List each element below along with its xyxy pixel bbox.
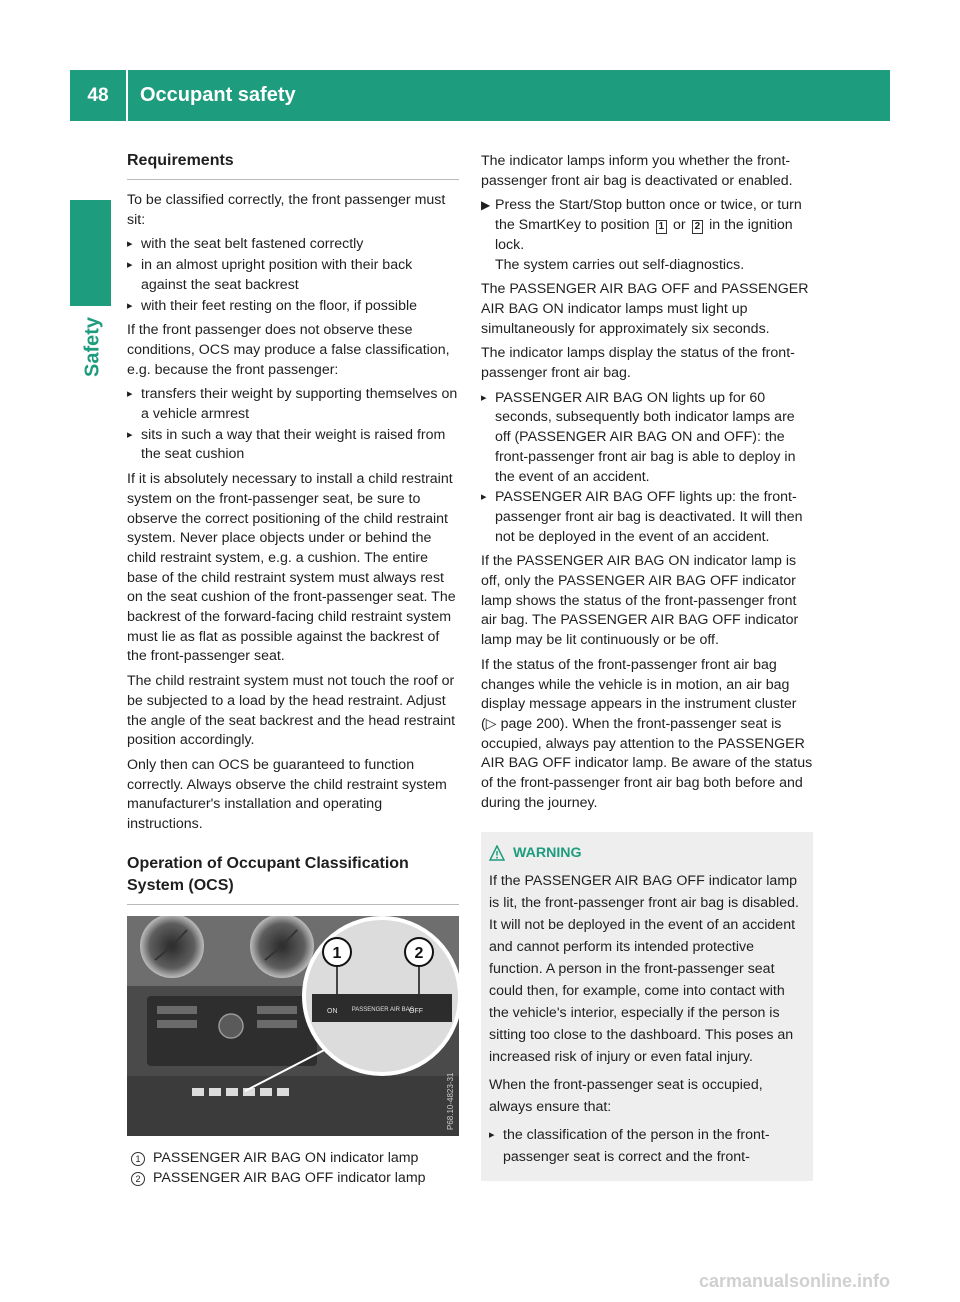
list-item: ▸ PASSENGER AIR BAG OFF lights up: the front-passenger front air bag is deactivated. It will then not be deployed in the event of an accident. xyxy=(481,488,813,547)
photo-captions xyxy=(127,1148,459,1188)
instruction-text: Press the Start/Stop button once or twice, or turn the SmartKey to position xyxy=(495,197,802,234)
roof-paragraph: The child restraint system must not touch the roof or be subjected to a load by the head restraint. Adjust the angle of the seat backrest and the head restraint position accordingly. xyxy=(127,673,456,749)
guarantee-paragraph: Only then can OCS be guaranteed to function correctly. Always observe the child restraint system manufacturer's installation and operating instructions. xyxy=(127,756,447,833)
dashboard-photo xyxy=(127,916,459,1136)
page-number: 48 xyxy=(87,84,109,106)
caption-item xyxy=(127,1168,459,1188)
caption-number: 1 xyxy=(131,1152,145,1166)
callout-2-label: 2 xyxy=(414,944,424,962)
list-item: ▸ the classification of the person in the front-passenger seat is correct and the front- xyxy=(489,1124,805,1168)
child-restraint-paragraph: If it is absolutely necessary to install a child restraint system on the front-passenger seat, be sure to observe the correct positioning of the child restraint system. Never place objects under or behind the child restraint system, e.g. a cushion. The entire base of the child restraint system must always rest on the seat cushion of the front-passenger seat. The backrest of the forward-facing child restraint system must lie as flat as possible against the backrest of the front-passenger seat. xyxy=(127,471,456,665)
lamp-on-text: ON xyxy=(327,1007,338,1015)
display-paragraph: The indicator lamps display the status of the front-passenger front air bag. xyxy=(481,345,795,382)
conditions-list xyxy=(127,385,459,465)
caption-number: 2 xyxy=(131,1172,145,1186)
caption-text: PASSENGER AIR BAG OFF indicator lamp xyxy=(153,1169,426,1186)
conditions-paragraph: If the front passenger does not observe these conditions, OCS may produce a false classification, e.g. because the front passenger: xyxy=(127,322,450,378)
list-item: ▸ transfers their weight by supporting themselves on a vehicle armrest xyxy=(127,385,459,424)
motion-paragraph: If the status of the front-passenger front air bag changes while the vehicle is in motion, an air bag display message appears in the instrument cluster (▷ page 200). When the front-passenger seat is occupied, always pay attention to the PASSENGER AIR BAG OFF indicator lamp. Be aware of the status of the front-passenger front air bag both before and during the journey. xyxy=(481,656,813,811)
list-item: ▸ with the seat belt fastened correctly xyxy=(127,235,459,255)
list-item: ▸ in an almost upright position with their back against the seat backrest xyxy=(127,256,459,295)
instruction-arrow-icon: ▶ xyxy=(481,198,491,213)
list-item: ▸ PASSENGER AIR BAG ON lights up for 60 seconds, subsequently both indicator lamps are off (PASSENGER AIR BAG ON and OFF): the front-passenger front air bag is able to deploy in the event of an accident. xyxy=(481,389,813,488)
warning-title: WARNING xyxy=(489,842,805,864)
heading-rule xyxy=(127,904,459,905)
callout-1-label: 1 xyxy=(332,944,342,962)
indicator-paragraph: The indicator lamps inform you whether the front-passenger front air bag is deactivated or enabled. xyxy=(481,153,793,189)
section-tab-label: Safety xyxy=(81,316,104,378)
key-position-2: 2 xyxy=(692,220,704,234)
page-title: Occupant safety xyxy=(140,84,296,106)
warning-text: If the PASSENGER AIR BAG OFF indicator lamp is lit, the front-passenger front air bag is disabled. It will not be deployed in the event of an accident and cannot perform its intended protective function. A person in the front-passenger seat could then, for example, come into contact with the vehicle's interior, especially if the person is sitting too close to the dashboard. This poses an increased risk of injury or even fatal injury. xyxy=(489,872,799,1065)
left-column xyxy=(127,150,459,1188)
lamp-center-text: PASSENGER AIR BAG xyxy=(351,1006,415,1013)
caption-item xyxy=(127,1148,459,1168)
right-column xyxy=(481,152,813,1181)
warning-text: When the front-passenger seat is occupied, always ensure that: xyxy=(489,1076,763,1115)
instruction-result: The system carries out self-diagnostics. xyxy=(495,256,745,273)
section-tab xyxy=(70,200,111,306)
watermark: carmanualsonline.info xyxy=(698,1271,890,1291)
page-reference-link[interactable]: page 200 xyxy=(496,715,560,732)
lamp-off-paragraph: If the PASSENGER AIR BAG ON indicator lamp is off, only the PASSENGER AIR BAG OFF indicator lamp shows the status of the front-passenger front air bag. The PASSENGER AIR BAG OFF indicator lamp may be lit continuously or be off. xyxy=(481,553,799,649)
caption-text: PASSENGER AIR BAG ON indicator lamp xyxy=(153,1149,419,1166)
list-item: ▸ sits in such a way that their weight is raised from the seat cushion xyxy=(127,426,459,465)
lightup-paragraph: The PASSENGER AIR BAG OFF and PASSENGER AIR BAG ON indicator lamps must light up simultaneously for approximately six seconds. xyxy=(481,281,809,337)
requirements-list xyxy=(127,235,459,316)
image-code: P68.10-4823-31 xyxy=(446,1072,455,1130)
instruction-text: or xyxy=(669,217,690,234)
status-list xyxy=(481,389,813,548)
instruction-step xyxy=(481,196,813,275)
warning-list xyxy=(489,1124,805,1168)
list-item: ▸ with their feet resting on the floor, if possible xyxy=(127,297,459,317)
ocs-heading: Operation of Occupant Classification System (OCS) xyxy=(127,854,409,894)
requirements-heading: Requirements xyxy=(127,152,234,169)
key-position-1: 1 xyxy=(656,220,668,234)
warning-box xyxy=(481,832,813,1181)
instruction-text: in the ignition lock. xyxy=(495,217,793,253)
page-ref-arrow-icon: ▷ xyxy=(485,715,497,732)
heading-rule xyxy=(127,179,459,180)
requirements-intro: To be classified correctly, the front passenger must sit: xyxy=(127,192,446,228)
warning-triangle-icon xyxy=(489,845,505,861)
header-divider xyxy=(126,70,128,121)
lamp-off-text: OFF xyxy=(409,1007,423,1015)
